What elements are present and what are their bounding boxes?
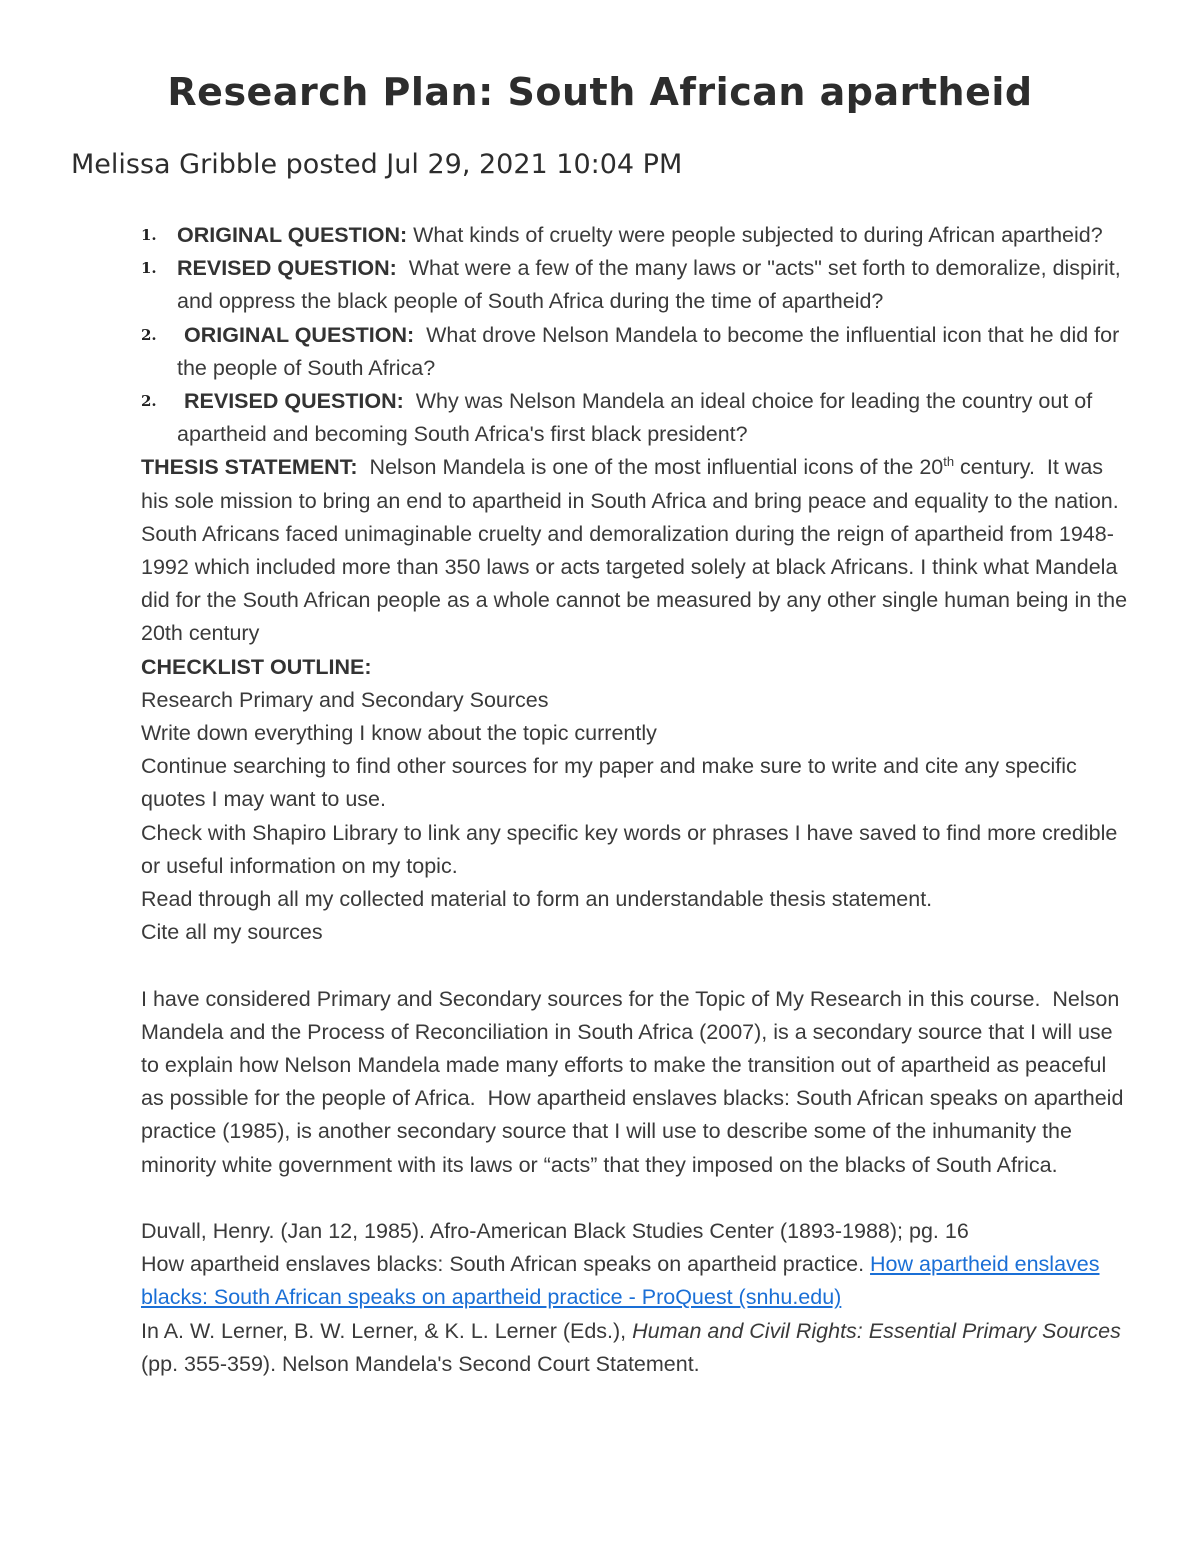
ordinal-suffix: th xyxy=(943,454,955,470)
question-label: REVISED QUESTION: xyxy=(177,256,397,281)
question-item xyxy=(141,219,1131,252)
page-title: Research Plan: South African apartheid xyxy=(167,70,1033,114)
proquest-link[interactable]: How apartheid enslaves blacks: South African speaks on apartheid practice - ProQuest (snhu.edu) xyxy=(141,1252,1100,1310)
list-number: 1. xyxy=(141,259,157,278)
citation-1-line-2 xyxy=(141,1248,1131,1314)
checklist-item: Research Primary and Secondary Sources xyxy=(141,687,549,712)
document-body xyxy=(141,219,1134,1381)
thesis-label: THESIS STATEMENT: xyxy=(141,455,358,480)
question-text: What drove Nelson Mandela to become the influential icon that he did for the people of South Africa? xyxy=(177,322,1126,380)
citation-1-line-1: Duvall, Henry. (Jan 12, 1985). Afro-American Black Studies Center (1893-1988); pg. 16 xyxy=(141,1219,969,1244)
question-label: REVISED QUESTION: xyxy=(184,389,404,414)
list-number: 2. xyxy=(141,325,157,344)
question-item xyxy=(141,385,1131,451)
checklist-item: Cite all my sources xyxy=(141,920,323,945)
question-item xyxy=(141,252,1131,318)
thesis-statement xyxy=(141,451,1134,650)
checklist-item: Continue searching to find other sources for my paper and make sure to write and cite any specific quotes I may want to use. xyxy=(141,754,1077,812)
sources-paragraph: I have considered Primary and Secondary sources for the Topic of My Research in this course. Nelson Mandela and the Process of Reconciliation in South Africa (2007), is a secondary source that I will use to explain how Nelson Mandela made many efforts to make the transition out of apartheid as peaceful as possible for the people of Africa. How apartheid enslaves blacks: South African speaks on apartheid practice (1985), is another secondary source that I will use to describe some of the inhumanity the minority white government with its laws or “acts” that they imposed on the blacks of South Africa. xyxy=(141,986,1130,1177)
question-label: ORIGINAL QUESTION: xyxy=(177,223,408,247)
question-list xyxy=(141,219,1131,451)
question-text: What kinds of cruelty were people subjected to during African apartheid? xyxy=(407,223,1103,247)
thesis-text-part2: century. It was his sole mission to bring an end to apartheid in South Africa and bring peace and equality to the nation. South Africans faced unimaginable cruelty and demoralization during the reign of apartheid from 1948-1992 which included more than 350 laws or acts targeted solely at black Africans. I think what Mandela did for the South African people as a whole cannot be measured by any other single human being in the 20th century xyxy=(141,455,1134,646)
citation-1-title: How apartheid enslaves blacks: South African speaks on apartheid practice. xyxy=(141,1252,871,1277)
checklist-heading: CHECKLIST OUTLINE: xyxy=(141,654,372,679)
question-text: Why was Nelson Mandela an ideal choice for leading the country out of apartheid and becoming South Africa's first black president? xyxy=(177,389,1099,447)
post-byline: Melissa Gribble posted Jul 29, 2021 10:04 PM xyxy=(71,149,683,180)
question-text: What were a few of the many laws or "acts" set forth to demoralize, dispirit, and oppress the black people of South Africa during the time of apartheid? xyxy=(177,256,1127,314)
question-label: ORIGINAL QUESTION: xyxy=(184,322,415,347)
citation-2-editors: In A. W. Lerner, B. W. Lerner, & K. L. Lerner (Eds.), xyxy=(141,1318,633,1343)
citation-2 xyxy=(141,1315,1131,1381)
checklist-item: Check with Shapiro Library to link any specific key words or phrases I have saved to find more credible or useful information on my topic. xyxy=(141,820,1118,878)
spacer xyxy=(141,949,1131,982)
citation-2-pages: (pp. 355-359). Nelson Mandela's Second Court Statement. xyxy=(141,1351,700,1376)
thesis-text-part1: Nelson Mandela is one of the most influential icons of the 20 xyxy=(357,455,944,480)
list-number: 1. xyxy=(141,226,157,244)
checklist-item: Write down everything I know about the topic currently xyxy=(141,721,657,746)
checklist-item: Read through all my collected material to form an understandable thesis statement. xyxy=(141,887,933,912)
spacer xyxy=(141,1182,1131,1215)
question-item xyxy=(141,319,1131,385)
citation-2-book-title: Human and Civil Rights: Essential Primary Sources xyxy=(632,1318,1121,1343)
list-number: 2. xyxy=(141,392,157,411)
